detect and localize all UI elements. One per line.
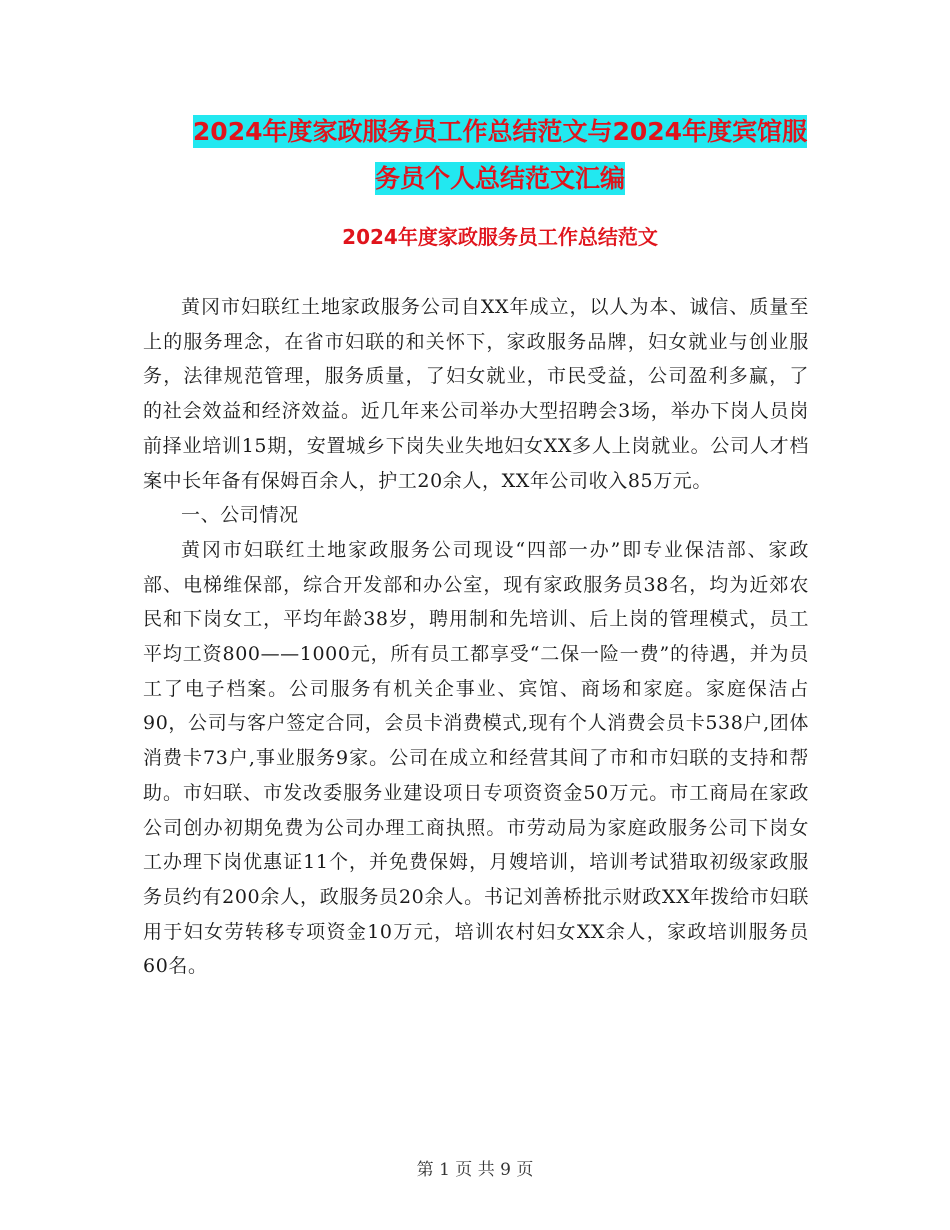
heading-company-situation: 一、公司情况 <box>181 504 299 527</box>
document-body <box>143 290 809 984</box>
paragraph-company-details: 黄冈市妇联红土地家政服务公司现设“四部一办”即专业保洁部、家政部、电梯维保部，综合开发部和办公室，现有家政服务员38名，均为近郊农民和下岗女工，平均年龄38岁，聘用制和先培训、后上岗的管理模式，员工平均工资800——1000元，所有员工都享受“二保一险一费”的待遇，并为员工了电子档案。公司服务有机关企事业、宾馆、商场和家庭。家庭保洁占90，公司与客户签定合同，会员卡消费模式,现有个人消费会员卡538户,团体消费卡73户,事业服务9家。公司在成立和经营其间了市和市妇联的支持和帮助。市妇联、市发改委服务业建设项日专项资资金50万元。市工商局在家政公司创办初期免费为公司办理工商执照。市劳动局为家庭政服务公司下岗女工办理下岗优惠证11个，并免费保姆，月嫂培训，培训考试猎取初级家政服务员约有200余人，政服务员20余人。书记刘善桥批示财政XX年拨给市妇联用于妇女劳转移专项资金10万元，培训农村妇女XX余人，家政培训服务员60名。 <box>143 538 809 978</box>
document-title-line-1: 2024年度家政服务员工作总结范文与2024年度宾馆服 <box>192 117 808 146</box>
document-title-line-2: 务员个人总结范文汇编 <box>374 164 625 193</box>
document-title <box>140 108 860 202</box>
paragraph-intro: 黄冈市妇联红土地家政服务公司自XX年成立，以人为本、诚信、质量至上的服务理念，在省市妇联的和关怀下，家政服务品牌，妇女就业与创业服务，法律规范管理，服务质量，了妇女就业，市民受益，公司盈利多赢，了的社会效益和经济效益。近几年来公司举办大型招聘会3场，举办下岗人员岗前择业培训15期，安置城乡下岗失业失地妇女XX多人上岗就业。公司人才档案中长年备有保姆百余人，护工20余人，XX年公司收入85万元。 <box>143 296 809 492</box>
page-number-footer: 第 1 页 共 9 页 <box>416 1160 534 1180</box>
section-title: 2024年度家政服务员工作总结范文 <box>342 225 658 249</box>
